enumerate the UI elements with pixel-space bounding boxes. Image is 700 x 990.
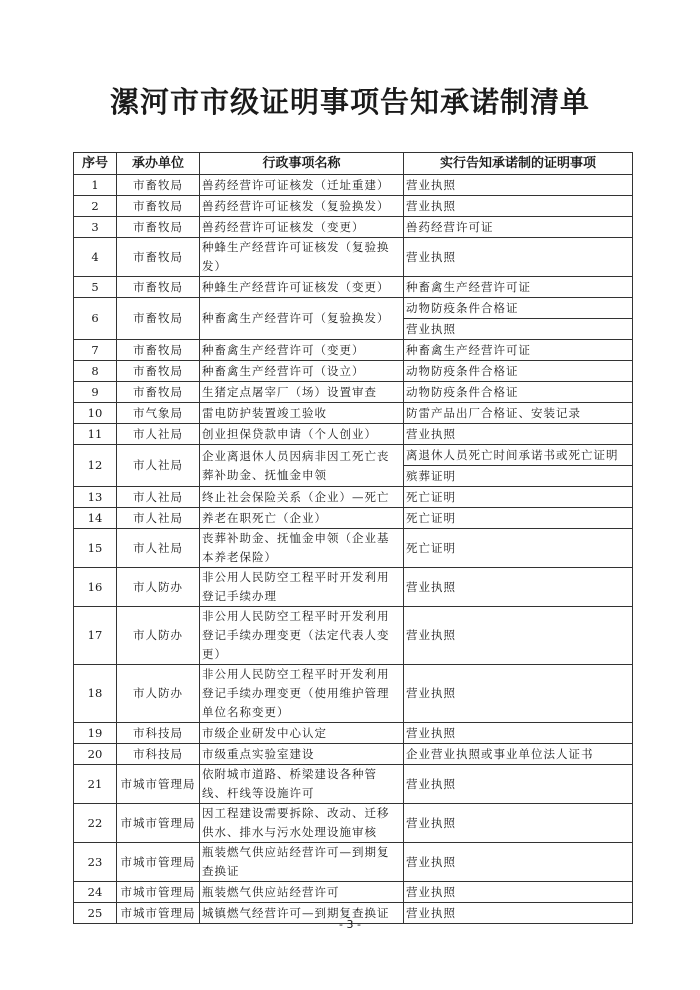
- row-proof: 动物防疫条件合格证: [404, 298, 633, 319]
- row-unit: 市城市管理局: [117, 843, 200, 882]
- row-index: 7: [74, 340, 117, 361]
- table-row: [74, 665, 633, 723]
- row-unit: 市科技局: [117, 744, 200, 765]
- row-proof: 死亡证明: [404, 487, 633, 508]
- row-proof: 营业执照: [404, 765, 633, 804]
- row-item-name: 种畜禽生产经营许可（变更）: [200, 340, 404, 361]
- row-unit: 市人社局: [117, 529, 200, 568]
- row-index: 23: [74, 843, 117, 882]
- row-index: 25: [74, 903, 117, 924]
- header-unit: 承办单位: [117, 153, 200, 175]
- row-item-name: 兽药经营许可证核发（迁址重建）: [200, 175, 404, 196]
- row-proof: 种畜禽生产经营许可证: [404, 277, 633, 298]
- row-proof: 营业执照: [404, 723, 633, 744]
- row-item-name: 依附城市道路、桥梁建设各种管线、杆线等设施许可: [200, 765, 404, 804]
- row-proof: 离退休人员死亡时间承诺书或死亡证明: [404, 445, 633, 466]
- row-item-name: 种畜禽生产经营许可（复验换发）: [200, 298, 404, 340]
- row-proof: 营业执照: [404, 882, 633, 903]
- row-unit: 市城市管理局: [117, 903, 200, 924]
- row-proof: 营业执照: [404, 607, 633, 665]
- row-item-name: 市级重点实验室建设: [200, 744, 404, 765]
- row-unit: 市畜牧局: [117, 340, 200, 361]
- table-row: [74, 508, 633, 529]
- page-number: - 3 -: [339, 918, 361, 931]
- table-row: [74, 529, 633, 568]
- row-index: 5: [74, 277, 117, 298]
- row-unit: 市畜牧局: [117, 382, 200, 403]
- row-proof: 营业执照: [404, 665, 633, 723]
- row-item-name: 种蜂生产经营许可证核发（复验换发）: [200, 238, 404, 277]
- document-title: 漯河市市级证明事项告知承诺制清单: [109, 85, 590, 119]
- row-proof: 动物防疫条件合格证: [404, 382, 633, 403]
- row-proof: 企业营业执照或事业单位法人证书: [404, 744, 633, 765]
- row-unit: 市畜牧局: [117, 277, 200, 298]
- row-index: 19: [74, 723, 117, 744]
- row-unit: 市城市管理局: [117, 804, 200, 843]
- row-unit: 市畜牧局: [117, 196, 200, 217]
- row-index: 22: [74, 804, 117, 843]
- row-index: 12: [74, 445, 117, 487]
- table-row: [74, 607, 633, 665]
- row-unit: 市畜牧局: [117, 217, 200, 238]
- row-index: 18: [74, 665, 117, 723]
- row-index: 14: [74, 508, 117, 529]
- row-item-name: 种蜂生产经营许可证核发（变更）: [200, 277, 404, 298]
- row-unit: 市城市管理局: [117, 765, 200, 804]
- row-item-name: 因工程建设需要拆除、改动、迁移供水、排水与污水处理设施审核: [200, 804, 404, 843]
- row-item-name: 雷电防护装置竣工验收: [200, 403, 404, 424]
- row-item-name: 终止社会保险关系（企业）—死亡: [200, 487, 404, 508]
- row-index: 6: [74, 298, 117, 340]
- table-row: [74, 765, 633, 804]
- table-row: [74, 744, 633, 765]
- row-item-name: 种畜禽生产经营许可（设立）: [200, 361, 404, 382]
- row-item-name: 丧葬补助金、抚恤金申领（企业基本养老保险）: [200, 529, 404, 568]
- row-index: 13: [74, 487, 117, 508]
- row-unit: 市畜牧局: [117, 361, 200, 382]
- table-row: [74, 882, 633, 903]
- row-proof: 死亡证明: [404, 508, 633, 529]
- row-unit: 市气象局: [117, 403, 200, 424]
- row-unit: 市人社局: [117, 445, 200, 487]
- table-row: [74, 196, 633, 217]
- header-index: 序号: [74, 153, 117, 175]
- table-body: [74, 175, 633, 924]
- row-unit: 市畜牧局: [117, 175, 200, 196]
- row-index: 11: [74, 424, 117, 445]
- row-item-name: 非公用人民防空工程平时开发利用登记手续办理变更（法定代表人变更）: [200, 607, 404, 665]
- row-item-name: 养老在职死亡（企业）: [200, 508, 404, 529]
- row-unit: 市人防办: [117, 665, 200, 723]
- row-item-name: 瓶装燃气供应站经营许可: [200, 882, 404, 903]
- table-row: [74, 487, 633, 508]
- header-item-name: 行政事项名称: [200, 153, 404, 175]
- table-row: [74, 723, 633, 744]
- row-unit: 市科技局: [117, 723, 200, 744]
- row-item-name: 兽药经营许可证核发（复验换发）: [200, 196, 404, 217]
- row-item-name: 市级企业研发中心认定: [200, 723, 404, 744]
- table-row: [74, 361, 633, 382]
- row-proof: 营业执照: [404, 843, 633, 882]
- row-proof: 兽药经营许可证: [404, 217, 633, 238]
- row-proof: 殡葬证明: [404, 466, 633, 487]
- table-row: [74, 175, 633, 196]
- header-proof: 实行告知承诺制的证明事项: [404, 153, 633, 175]
- row-unit: 市人防办: [117, 607, 200, 665]
- row-index: 21: [74, 765, 117, 804]
- row-item-name: 生猪定点屠宰厂（场）设置审查: [200, 382, 404, 403]
- certification-list-table: [73, 152, 633, 924]
- row-unit: 市畜牧局: [117, 298, 200, 340]
- row-index: 8: [74, 361, 117, 382]
- table-row: [74, 804, 633, 843]
- row-proof: 营业执照: [404, 238, 633, 277]
- row-item-name: 创业担保贷款申请（个人创业）: [200, 424, 404, 445]
- row-unit: 市人社局: [117, 508, 200, 529]
- row-proof: 动物防疫条件合格证: [404, 361, 633, 382]
- row-item-name: 城镇燃气经营许可—到期复查换证: [200, 903, 404, 924]
- row-index: 2: [74, 196, 117, 217]
- row-proof: 种畜禽生产经营许可证: [404, 340, 633, 361]
- row-item-name: 非公用人民防空工程平时开发利用登记手续办理: [200, 568, 404, 607]
- row-proof: 防雷产品出厂合格证、安装记录: [404, 403, 633, 424]
- row-index: 17: [74, 607, 117, 665]
- table-row: [74, 568, 633, 607]
- table-row: [74, 403, 633, 424]
- row-index: 1: [74, 175, 117, 196]
- row-item-name: 兽药经营许可证核发（变更）: [200, 217, 404, 238]
- row-index: 4: [74, 238, 117, 277]
- table-row: [74, 217, 633, 238]
- row-unit: 市城市管理局: [117, 882, 200, 903]
- row-index: 15: [74, 529, 117, 568]
- table-row: [74, 277, 633, 298]
- row-unit: 市人防办: [117, 568, 200, 607]
- row-proof: 营业执照: [404, 196, 633, 217]
- table-row: [74, 238, 633, 277]
- row-index: 9: [74, 382, 117, 403]
- table-row: [74, 340, 633, 361]
- row-proof: 营业执照: [404, 568, 633, 607]
- row-index: 24: [74, 882, 117, 903]
- table-row: [74, 382, 633, 403]
- table-row: [74, 445, 633, 466]
- table-row: [74, 843, 633, 882]
- row-unit: 市畜牧局: [117, 238, 200, 277]
- row-item-name: 企业离退休人员因病非因工死亡丧葬补助金、抚恤金申领: [200, 445, 404, 487]
- table-row: [74, 424, 633, 445]
- table-header-row: [74, 153, 633, 175]
- row-proof: 营业执照: [404, 903, 633, 924]
- row-index: 20: [74, 744, 117, 765]
- row-proof: 营业执照: [404, 319, 633, 340]
- row-item-name: 瓶装燃气供应站经营许可—到期复查换证: [200, 843, 404, 882]
- row-proof: 营业执照: [404, 424, 633, 445]
- row-unit: 市人社局: [117, 424, 200, 445]
- row-unit: 市人社局: [117, 487, 200, 508]
- row-index: 3: [74, 217, 117, 238]
- row-index: 10: [74, 403, 117, 424]
- row-proof: 营业执照: [404, 804, 633, 843]
- table-row: [74, 298, 633, 319]
- row-proof: 死亡证明: [404, 529, 633, 568]
- row-proof: 营业执照: [404, 175, 633, 196]
- row-item-name: 非公用人民防空工程平时开发利用登记手续办理变更（使用维护管理单位名称变更）: [200, 665, 404, 723]
- row-index: 16: [74, 568, 117, 607]
